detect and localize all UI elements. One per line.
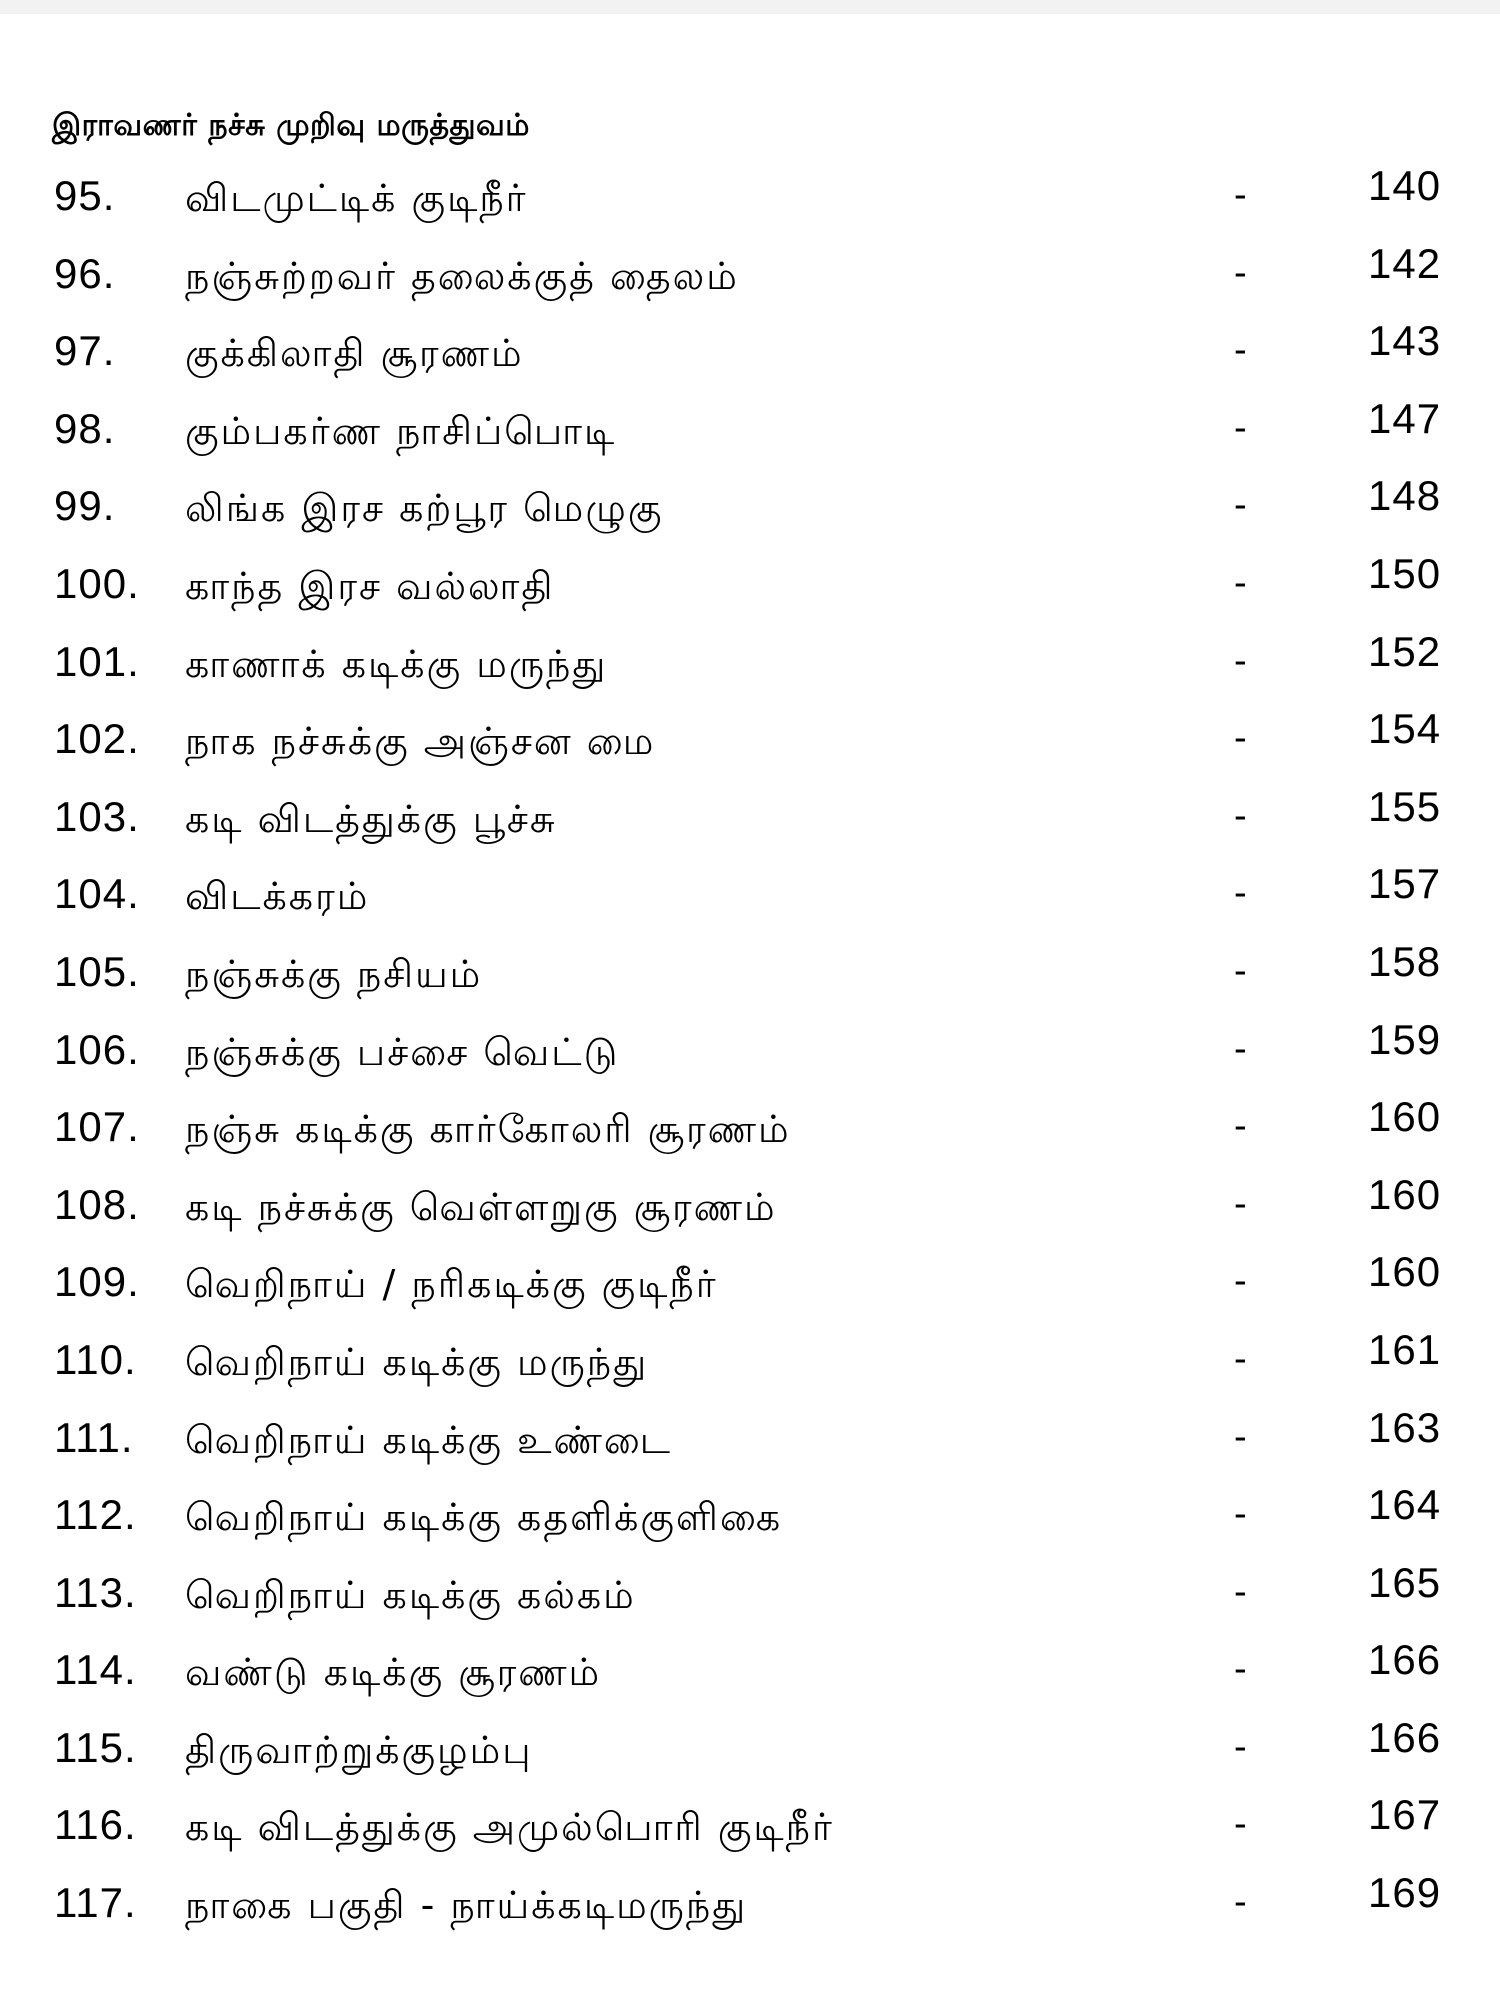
entry-page-number: 166 [1368, 1636, 1442, 1684]
entry-page-number: 155 [1368, 782, 1442, 830]
toc-entry [0, 1558, 1500, 1643]
entry-number: 96. [54, 249, 116, 297]
entry-page-number: 167 [1368, 1791, 1442, 1839]
entry-page-number: 160 [1368, 1170, 1442, 1218]
entry-title: வெறிநாய் கடிக்கு கதளிக்குளிகை [185, 1495, 783, 1540]
entry-title: வண்டு கடிக்கு சூரணம் [185, 1650, 602, 1695]
entry-title: கடி விடத்துக்கு பூச்சு [185, 796, 557, 841]
entry-number: 107. [54, 1103, 140, 1151]
entry-separator: - [1234, 561, 1247, 604]
entry-number: 95. [54, 172, 116, 219]
entry-page-number: 152 [1368, 627, 1442, 675]
toc-entry [0, 860, 1500, 944]
entry-separator: - [1234, 949, 1247, 992]
toc-entry [0, 1636, 1500, 1720]
top-margin-strip [0, 0, 1500, 14]
entry-separator: - [1234, 717, 1247, 760]
entry-number: 117. [54, 1879, 137, 1927]
toc-entry [0, 1403, 1500, 1488]
entry-number: 99. [54, 482, 116, 530]
entry-separator: - [1234, 1260, 1247, 1303]
entry-page-number: 154 [1368, 705, 1442, 753]
entry-title: வெறிநாய் கடிக்கு உண்டை [185, 1417, 673, 1462]
entry-separator: - [1234, 174, 1247, 216]
entry-separator: - [1234, 1570, 1247, 1613]
toc-entry [0, 1015, 1500, 1100]
entry-title: நஞ்சுற்றவர் தலைக்குத் தைலம் [185, 253, 739, 298]
entry-page-number: 150 [1368, 549, 1442, 597]
entry-page-number: 165 [1368, 1558, 1442, 1606]
entry-title: குக்கிலாதி சூரணம் [185, 331, 524, 376]
entry-title: காந்த இரச வல்லாதி [185, 563, 555, 608]
toc-entry [0, 1713, 1500, 1798]
entry-number: 109. [54, 1258, 140, 1306]
entry-separator: - [1234, 251, 1247, 294]
toc-entry [0, 705, 1500, 789]
entry-page-number: 160 [1368, 1093, 1442, 1141]
toc-entry [0, 1791, 1500, 1875]
entry-title: திருவாற்றுக்குழம்பு [185, 1727, 533, 1772]
toc-entry [0, 317, 1500, 401]
entry-number: 113. [54, 1568, 137, 1616]
entry-separator: - [1234, 1493, 1247, 1536]
entry-page-number: 166 [1368, 1713, 1442, 1761]
entry-number: 104. [54, 870, 140, 918]
entry-title: லிங்க இரச கற்பூர மெழுகு [185, 486, 664, 531]
entry-separator: - [1234, 1105, 1247, 1148]
entry-number: 111. [54, 1413, 134, 1461]
entry-page-number: 140 [1368, 162, 1442, 209]
entry-page-number: 157 [1368, 860, 1442, 908]
entry-number: 102. [54, 715, 140, 763]
entry-page-number: 147 [1368, 394, 1442, 442]
entry-title: நஞ்சுக்கு பச்சை வெட்டு [185, 1029, 620, 1074]
toc-entry [0, 1093, 1500, 1177]
entry-title: விடமுட்டிக் குடிநீர் [185, 176, 528, 220]
entry-title: நஞ்சுக்கு நசியம் [185, 951, 483, 996]
entry-page-number: 161 [1368, 1325, 1442, 1373]
entry-separator: - [1234, 794, 1247, 837]
entry-title: வெறிநாய் கடிக்கு மருந்து [185, 1339, 649, 1384]
entry-page-number: 148 [1368, 472, 1442, 520]
toc-entry [0, 1869, 1500, 1953]
entry-page-number: 158 [1368, 937, 1442, 985]
section-title: இராவணர் நச்சு முறிவு மருத்துவம் [52, 108, 530, 143]
entry-separator: - [1234, 1725, 1247, 1768]
entry-title: கும்பகர்ண நாசிப்பொடி [185, 408, 617, 453]
toc-entry [0, 472, 1500, 556]
entry-number: 110. [54, 1335, 137, 1383]
entry-number: 103. [54, 792, 140, 840]
toc-entry [0, 1481, 1500, 1565]
toc-entry [0, 239, 1500, 324]
entry-number: 112. [54, 1491, 137, 1539]
toc-entry [0, 1248, 1500, 1332]
entry-title: வெறிநாய் கடிக்கு கல்கம் [185, 1572, 636, 1617]
entry-separator: - [1234, 406, 1247, 449]
entry-title: காணாக் கடிக்கு மருந்து [185, 641, 608, 686]
entry-separator: - [1234, 1182, 1247, 1225]
entry-number: 105. [54, 947, 140, 995]
entry-page-number: 163 [1368, 1403, 1442, 1451]
entry-number: 101. [54, 637, 140, 685]
entry-number: 106. [54, 1025, 140, 1073]
entry-page-number: 164 [1368, 1481, 1442, 1529]
entry-page-number: 159 [1368, 1015, 1442, 1063]
entry-number: 97. [54, 327, 116, 375]
entry-number: 115. [54, 1723, 137, 1771]
entry-page-number: 143 [1368, 317, 1442, 365]
entry-separator: - [1234, 1648, 1247, 1691]
toc-entry [0, 937, 1500, 1022]
toc-entry [0, 627, 1500, 712]
entry-title: வெறிநாய் / நரிகடிக்கு குடிநீர் [185, 1262, 718, 1307]
entry-separator: - [1234, 1337, 1247, 1380]
entry-title: விடக்கரம் [185, 874, 370, 919]
toc-entry [0, 782, 1500, 867]
toc-entry [0, 394, 1500, 479]
entry-separator: - [1234, 1803, 1247, 1846]
entry-page-number: 142 [1368, 239, 1442, 287]
entry-separator: - [1234, 872, 1247, 915]
entry-number: 116. [54, 1801, 137, 1849]
entry-page-number: 169 [1368, 1869, 1442, 1917]
toc-entry [0, 1170, 1500, 1255]
entry-title: கடி விடத்துக்கு அமுல்பொரி குடிநீர் [185, 1805, 834, 1850]
entry-page-number: 160 [1368, 1248, 1442, 1296]
entry-title: நாகை பகுதி - நாய்க்கடிமருந்து [185, 1883, 748, 1928]
entry-number: 114. [54, 1646, 137, 1694]
entry-separator: - [1234, 484, 1247, 527]
table-of-contents [0, 162, 1500, 1953]
entry-number: 98. [54, 404, 116, 452]
toc-entry [0, 162, 1500, 246]
toc-entry [0, 549, 1500, 634]
entry-separator: - [1234, 639, 1247, 682]
entry-number: 100. [54, 559, 140, 607]
entry-title: கடி நச்சுக்கு வெள்ளறுகு சூரணம் [185, 1184, 777, 1229]
entry-title: நாக நச்சுக்கு அஞ்சன மை [185, 719, 656, 764]
entry-separator: - [1234, 1027, 1247, 1070]
entry-number: 108. [54, 1180, 140, 1228]
entry-separator: - [1234, 1881, 1247, 1924]
entry-separator: - [1234, 1415, 1247, 1458]
entry-separator: - [1234, 329, 1247, 372]
toc-entry [0, 1325, 1500, 1410]
entry-title: நஞ்சு கடிக்கு கார்கோலரி சூரணம் [185, 1107, 791, 1152]
